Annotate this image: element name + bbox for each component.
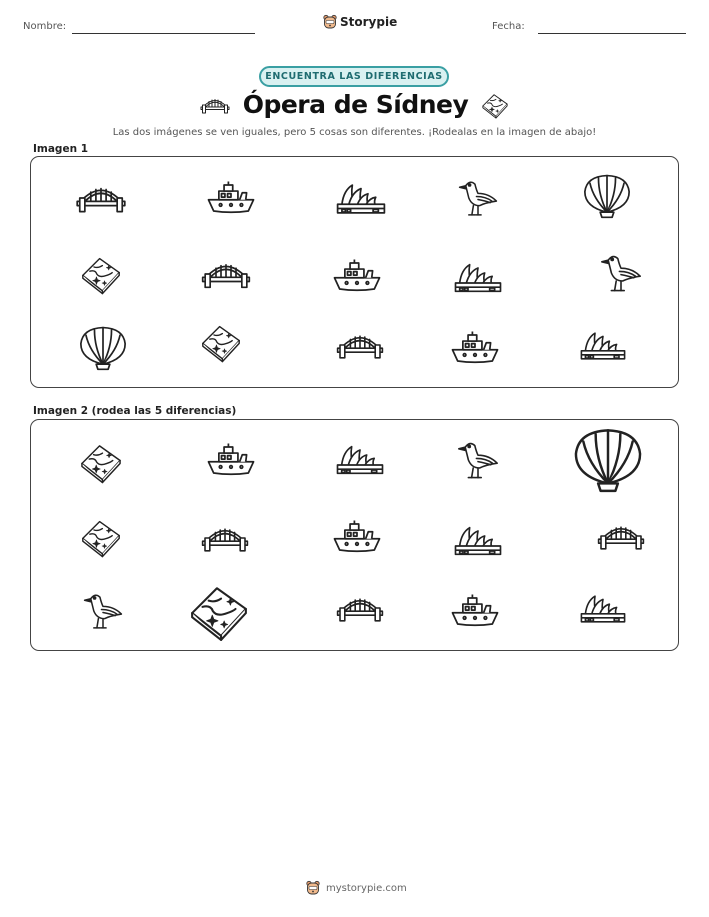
image2-panel[interactable] xyxy=(30,419,679,651)
opera-house-icon[interactable] xyxy=(335,440,385,480)
shell-icon xyxy=(77,325,129,371)
opera-house-icon xyxy=(335,179,387,219)
brand-name: Storypie xyxy=(340,15,398,29)
map-icon[interactable] xyxy=(75,516,127,558)
image1-label: Imagen 1 xyxy=(33,143,89,155)
boat-icon[interactable] xyxy=(205,440,257,480)
shell-icon xyxy=(581,173,633,219)
opera-house-icon[interactable] xyxy=(579,590,627,628)
bridge-icon xyxy=(75,181,127,215)
bear-icon xyxy=(306,880,320,896)
boat-icon xyxy=(205,179,257,217)
seagull-icon xyxy=(597,249,645,297)
bridge-icon xyxy=(199,95,231,115)
page-title: Ópera de Sídney xyxy=(242,90,469,119)
instructions: Las dos imágenes se ven iguales, pero 5 cosas son diferentes. ¡Rodealas en la imagen de abajo! xyxy=(112,127,597,138)
shell-icon[interactable] xyxy=(571,426,645,494)
map-icon[interactable] xyxy=(183,580,255,642)
opera-house-icon xyxy=(579,327,627,365)
title-row xyxy=(0,90,709,119)
brand-logo xyxy=(323,14,397,30)
boat-icon[interactable] xyxy=(331,518,383,556)
map-icon[interactable] xyxy=(75,440,127,484)
bridge-icon[interactable] xyxy=(335,592,385,624)
boat-icon xyxy=(449,329,501,367)
boat-icon xyxy=(331,257,383,295)
name-label: Nombre: xyxy=(23,21,67,32)
opera-house-icon xyxy=(453,257,503,299)
bridge-icon xyxy=(201,257,251,291)
date-label: Fecha: xyxy=(492,21,525,32)
seagull-icon[interactable] xyxy=(453,436,503,484)
seagull-icon xyxy=(453,175,503,221)
date-line[interactable] xyxy=(538,33,686,34)
bridge-icon[interactable] xyxy=(201,520,249,556)
footer-url[interactable]: mystorypie.com xyxy=(326,882,407,894)
name-line[interactable] xyxy=(72,33,255,34)
map-icon xyxy=(195,321,247,363)
activity-badge: ENCUENTRA LAS DIFERENCIAS xyxy=(259,66,449,87)
boat-icon[interactable] xyxy=(449,592,501,630)
bear-icon xyxy=(323,14,337,30)
opera-house-icon[interactable] xyxy=(453,520,503,562)
footer xyxy=(306,880,407,896)
image2-label: Imagen 2 (rodea las 5 diferencias) xyxy=(33,405,237,417)
map-icon xyxy=(75,253,127,295)
image1-panel xyxy=(30,156,679,388)
map-icon xyxy=(480,91,510,119)
seagull-icon[interactable] xyxy=(79,588,127,634)
bridge-icon[interactable] xyxy=(597,520,645,552)
bridge-icon xyxy=(335,329,385,361)
